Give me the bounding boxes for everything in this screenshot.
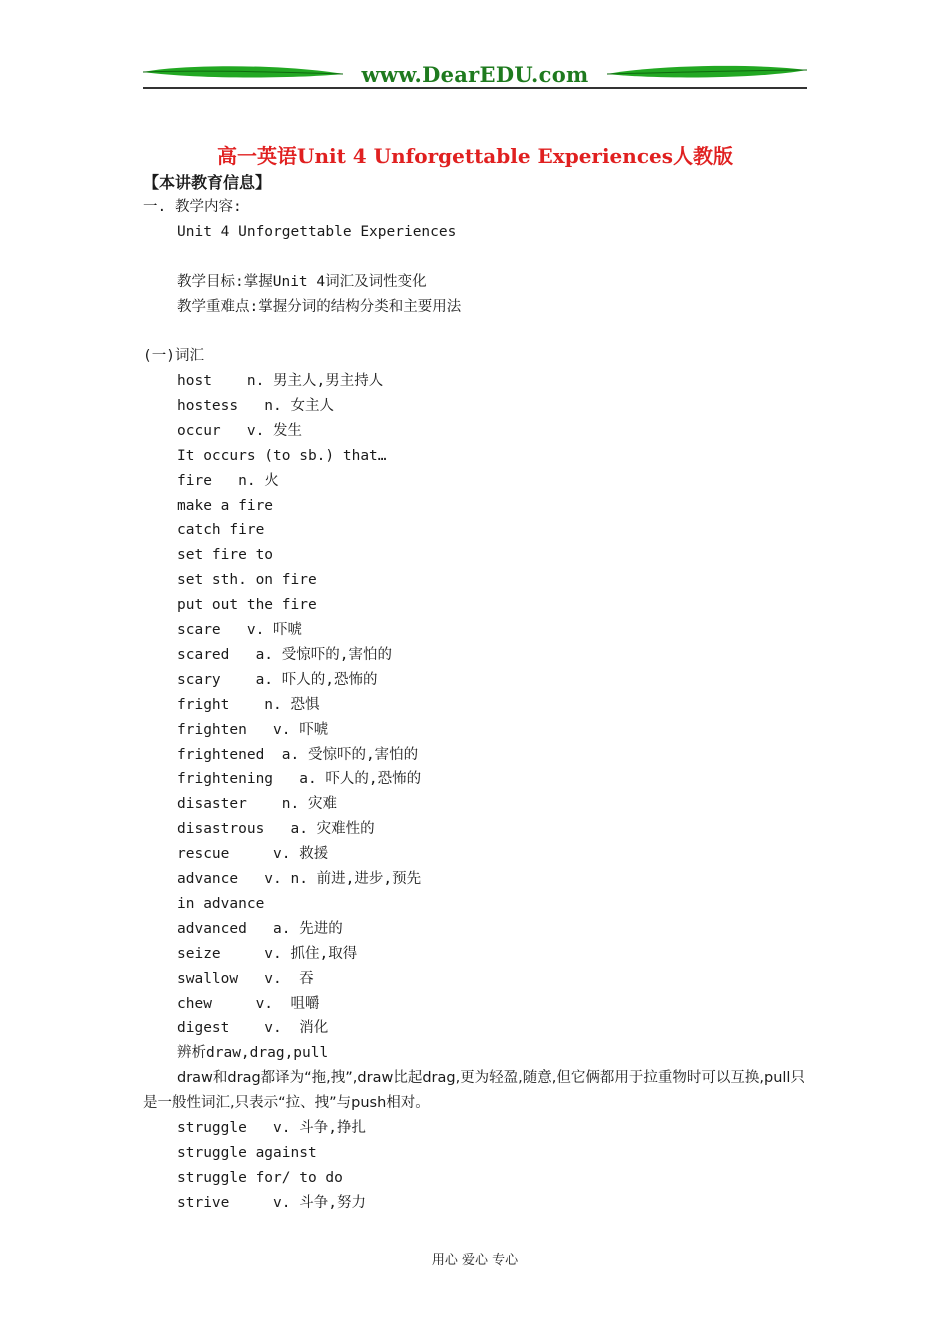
intro-line: 一. 教学内容: [143, 199, 242, 215]
intro-line: 教学重难点:掌握分词的结构分类和主要用法 [177, 299, 462, 315]
vocab-item: advanced a. 先进的 [177, 920, 343, 937]
page-footer: 用心 爱心 专心 [431, 1253, 519, 1268]
vocab-item: make a fire [177, 497, 274, 514]
vocab-item: struggle v. 斗争,挣扎 [177, 1120, 366, 1136]
vocab-item: fright n. 恐惧 [177, 696, 320, 713]
vocab-item: frighten v. 吓唬 [177, 721, 329, 738]
explanation-paragraph: draw和drag都译为“拖,拽”,draw比起drag,更为轻盈,随意,但它俩都用于拉重物时可以互换,pull只是一般性词汇,只表示“拉、拽”与push相对。 [143, 1070, 805, 1111]
vocab-item: It occurs (to sb.) that… [177, 447, 387, 464]
vocab-item: host n. 男主人,男主持人 [177, 373, 384, 389]
vocab-item: 辨析draw,drag,pull [177, 1045, 329, 1062]
vocab-item: rescue v. 救援 [177, 846, 329, 863]
vocab-item: struggle for/ to do [177, 1169, 343, 1186]
vocab-heading: (一)词汇 [143, 348, 204, 364]
header-rule [143, 87, 807, 89]
vocab-item: digest v. 消化 [177, 1020, 329, 1037]
vocab-item: advance v. n. 前进,进步,预先 [177, 871, 422, 887]
vocab-item: disastrous a. 灾难性的 [177, 821, 375, 838]
vocab-item: swallow v. 吞 [177, 970, 314, 987]
vocab-item: scared a. 受惊吓的,害怕的 [177, 646, 392, 663]
vocab-item: set sth. on fire [177, 572, 317, 589]
vocab-item: chew v. 咀嚼 [177, 995, 320, 1012]
page-header [143, 60, 807, 92]
vocab-item: scare v. 吓唬 [177, 622, 303, 638]
vocab-item: hostess n. 女主人 [177, 397, 334, 414]
section-heading: 【本讲教育信息】 [143, 173, 272, 192]
vocab-item: fire n. 火 [177, 472, 279, 489]
vocab-item: frightened a. 受惊吓的,害怕的 [177, 746, 419, 763]
vocab-item: occur v. 发生 [177, 422, 303, 439]
vocab-item: frightening a. 吓人的,恐怖的 [177, 771, 422, 788]
vocab-item: strive v. 斗争,努力 [177, 1194, 366, 1211]
vocab-item: catch fire [177, 522, 265, 539]
vocab-item: struggle against [177, 1144, 317, 1161]
intro-line: 教学目标:掌握Unit 4词汇及词性变化 [177, 274, 427, 290]
vocab-item: seize v. 抓住,取得 [177, 945, 358, 962]
intro-line: Unit 4 Unforgettable Experiences [177, 224, 457, 240]
vocab-item: scary a. 吓人的,恐怖的 [177, 671, 378, 688]
vocab-item: put out the fire [177, 597, 317, 614]
vocab-item: disaster n. 灾难 [177, 796, 337, 813]
vocab-item: in advance [177, 895, 265, 912]
document-title: 高一英语Unit 4 Unforgettable Experiences人教版 [217, 144, 733, 168]
vocab-item: set fire to [177, 547, 274, 564]
site-logo: www.DearEDU.com [361, 62, 589, 87]
